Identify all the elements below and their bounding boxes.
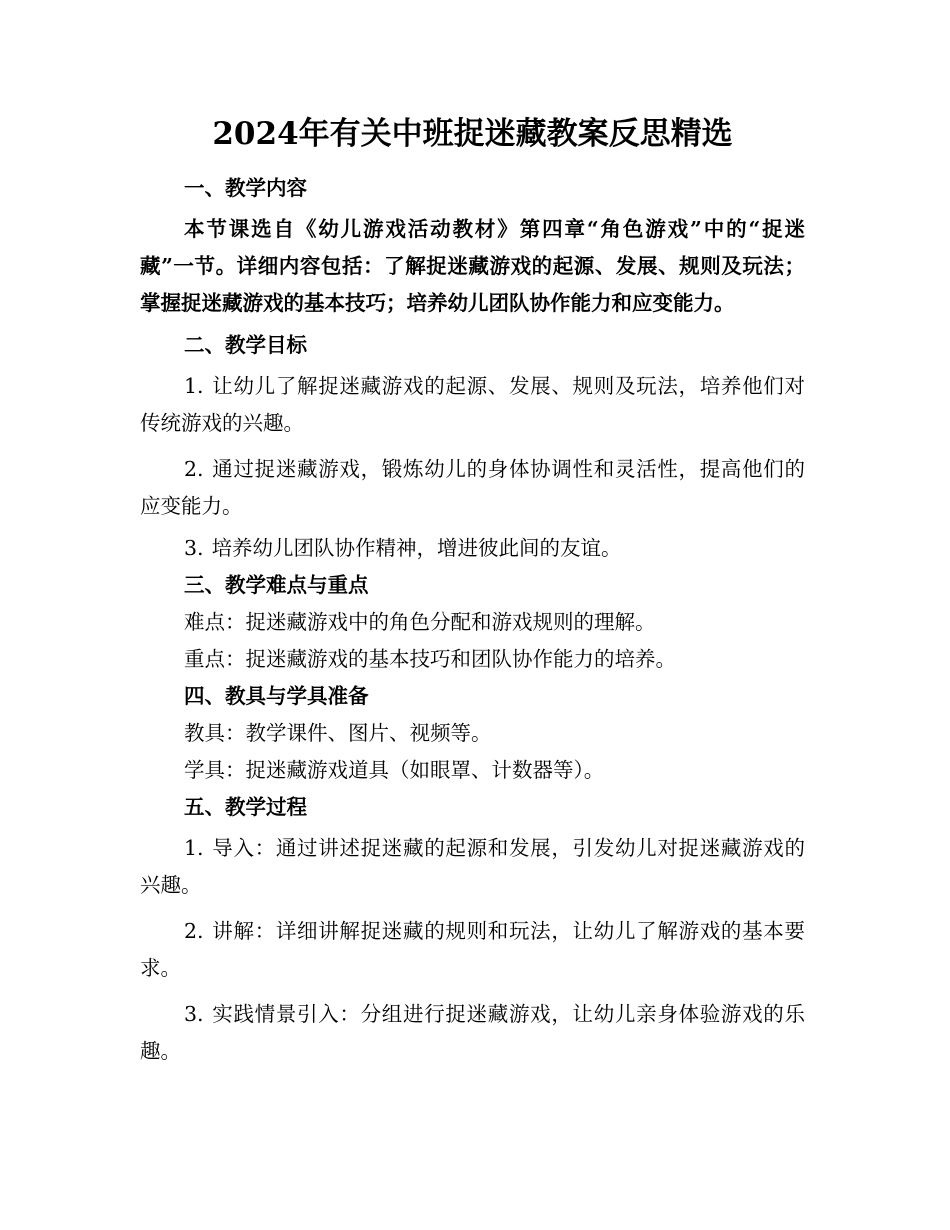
process-item-2 [140,913,805,987]
section-heading-difficulties: 三、教学难点与重点 [184,573,369,597]
goal-item-number: 1. [184,374,204,398]
section-content-paragraph: 本节课选自《幼儿游戏活动教材》第四章“角色游戏”中的“捉迷藏”一节。详细内容包括：了解捉迷藏游戏的起源、发展、规则及玩法；掌握捉迷藏游戏的基本技巧；培养幼儿团队协作能力和应变能力。 [140,217,805,315]
process-item-text: 讲解：详细讲解捉迷藏的规则和玩法，让幼儿了解游戏的基本要求。 [140,919,805,980]
teaching-aids-line: 教具：教学课件、图片、视频等。 [184,721,492,745]
process-item-text: 实践情景引入：分组进行捉迷藏游戏，让幼儿亲身体验游戏的乐趣。 [140,1002,805,1063]
goal-item-text: 让幼儿了解捉迷藏游戏的起源、发展、规则及玩法，培养他们对传统游戏的兴趣。 [140,374,805,435]
process-item-number: 1. [184,836,204,860]
goal-item-number: 3. [184,536,204,560]
goal-item-1 [140,368,805,442]
process-item-text: 导入：通过讲述捉迷藏的起源和发展，引发幼儿对捉迷藏游戏的兴趣。 [140,836,805,897]
difficulty-line: 难点：捉迷藏游戏中的角色分配和游戏规则的理解。 [184,610,656,634]
learning-aids-line: 学具：捉迷藏游戏道具（如眼罩、计数器等）。 [184,758,605,782]
section-heading-content: 一、教学内容 [184,176,307,200]
document-content [140,112,805,1079]
key-point-line: 重点：捉迷藏游戏的基本技巧和团队协作能力的培养。 [184,647,676,671]
process-item-3 [140,996,805,1070]
process-item-number: 3. [184,1002,204,1026]
goal-item-number: 2. [184,457,204,481]
section-heading-process: 五、教学过程 [184,795,307,819]
goal-item-2 [140,451,805,525]
goal-item-text: 培养幼儿团队协作精神，增进彼此间的友谊。 [211,536,622,560]
goal-item-3 [140,534,805,562]
section-heading-goals: 二、教学目标 [184,333,307,357]
document-title: 2024年有关中班捉迷藏教案反思精选 [212,116,733,152]
section-heading-materials: 四、教具与学具准备 [184,684,369,708]
process-item-1 [140,830,805,904]
goal-item-text: 通过捉迷藏游戏，锻炼幼儿的身体协调性和灵活性，提高他们的应变能力。 [140,457,805,518]
process-item-number: 2. [184,919,204,943]
